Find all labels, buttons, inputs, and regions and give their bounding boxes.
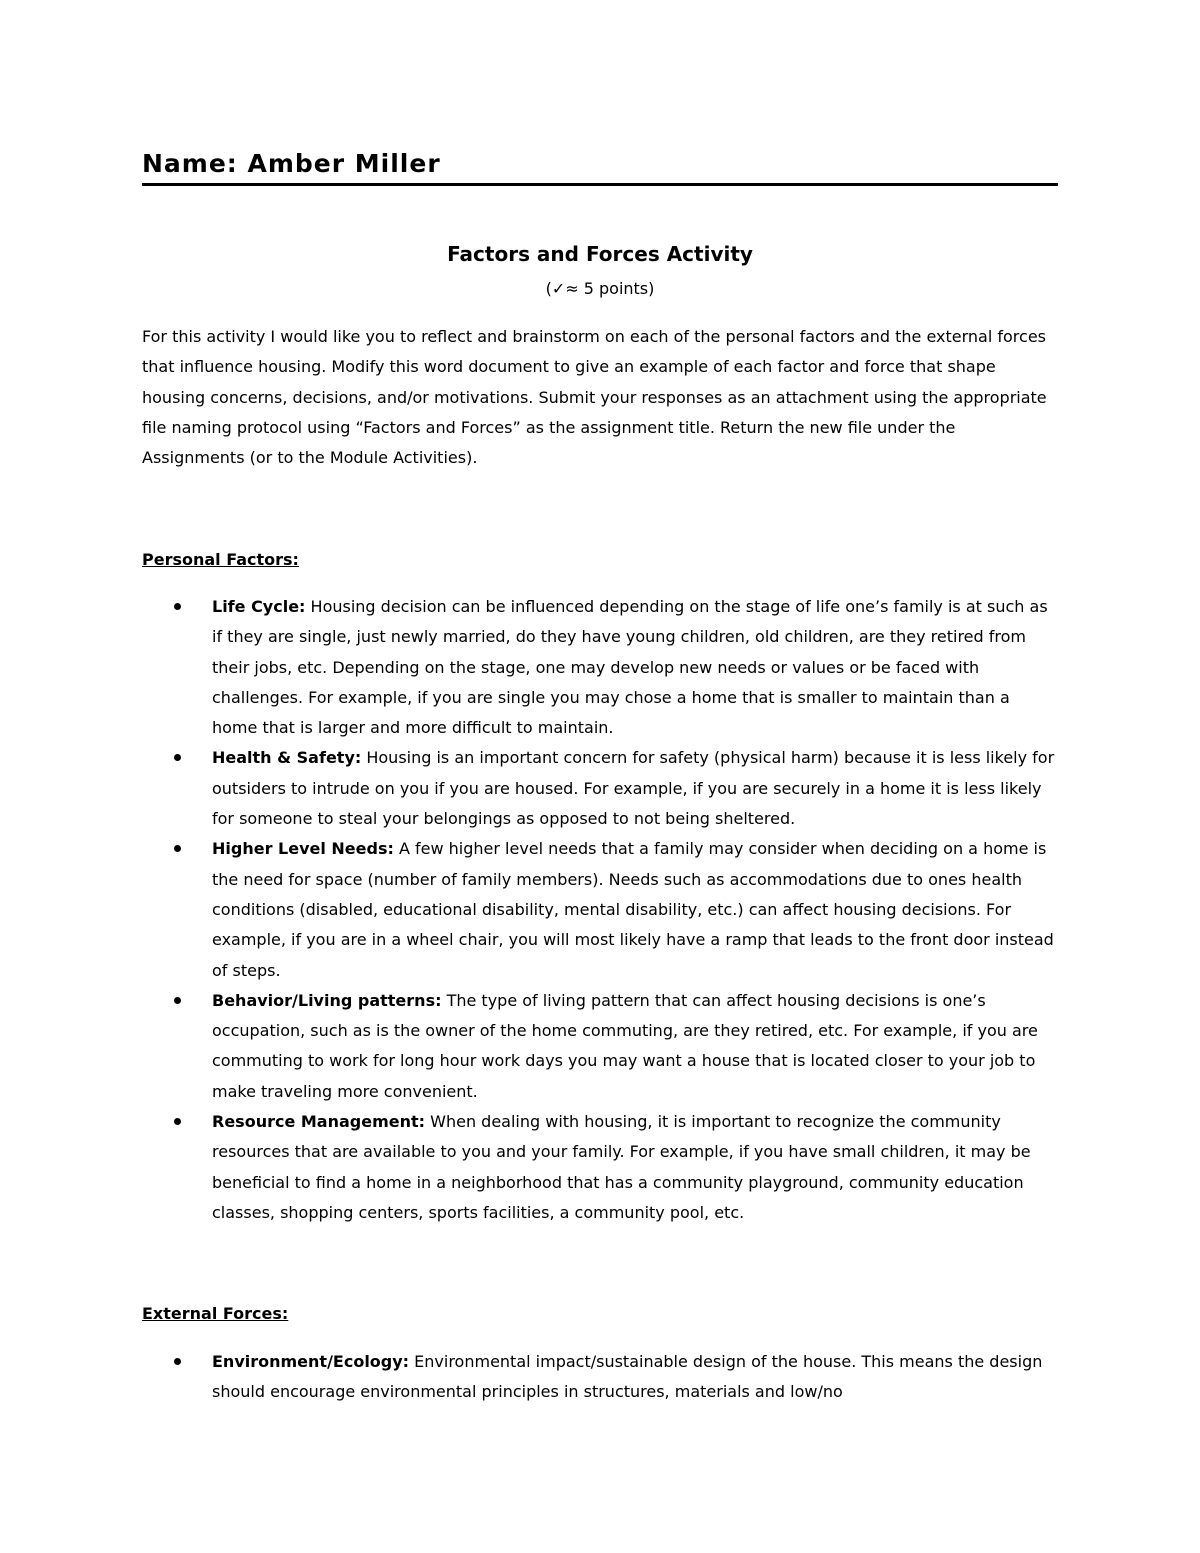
personal-factors-list bbox=[142, 592, 1058, 1228]
bullet-icon bbox=[174, 1358, 181, 1365]
factor-text: A few higher level needs that a family may consider when deciding on a home is the need for space (number of family members). Needs such as accommodations due to ones health conditions (disabled, educational disability, mental disability, etc.) can affect housing decisions. For example, if you are in a wheel chair, you will most likely have a ramp that leads to the front door instead of steps. bbox=[212, 839, 1054, 980]
factor-term: Life Cycle: bbox=[212, 597, 306, 616]
external-forces-list bbox=[142, 1347, 1058, 1408]
bullet-icon bbox=[174, 997, 181, 1004]
factor-term: Behavior/Living patterns: bbox=[212, 990, 442, 1010]
bullet-icon bbox=[174, 845, 181, 852]
list-item bbox=[142, 834, 1058, 985]
personal-factors-heading: Personal Factors: bbox=[142, 550, 299, 569]
list-item bbox=[142, 743, 1058, 834]
points-value: (✓≈ 5 points) bbox=[545, 279, 655, 298]
list-item bbox=[142, 1107, 1058, 1228]
factor-text: Housing decision can be influenced depending on the stage of life one’s family is at such as if they are single, just newly married, do they have young children, old children, are they retired from their jobs, etc. Depending on the stage, one may develop new needs or values or be faced with challenges. For example, if you are single you may chose a home that is smaller to maintain than a home that is larger and more difficult to maintain. bbox=[212, 597, 1048, 738]
factor-text: The type of living pattern that can affect housing decisions is one’s occupation, such as is the owner of the home commuting, are they retired, etc. For example, if you are commuting to work for long hour work days you may want a house that is located closer to your job to make traveling more convenient. bbox=[212, 990, 1038, 1101]
factor-text: When dealing with housing, it is important to recognize the community resources that are available to you and your family. For example, if you have small children, it may be beneficial to find a home in a neighborhood that has a community playground, community education classes, shopping centers, sports facilities, a community pool, etc. bbox=[212, 1112, 1031, 1222]
intro-paragraph: For this activity I would like you to reflect and brainstorm on each of the personal factors and the external forces that influence housing. Modify this word document to give an example of each factor and force that shape housing concerns, decisions, and/or motivations. Submit your responses as an attachment using the appropriate file naming protocol using “Factors and Forces” as the assignment title. Return the new file under the Assignments (or to the Module Activities). bbox=[142, 327, 1047, 468]
factor-text: Housing is an important concern for safety (physical harm) because it is less likely for outsiders to intrude on you if you are housed. For example, if you are securely in a home it is less likely for someone to steal your belongings as opposed to not being sheltered. bbox=[212, 748, 1055, 829]
student-name: Name: Amber Miller bbox=[142, 149, 441, 178]
factor-term: Resource Management: bbox=[212, 1112, 426, 1132]
external-forces-heading: External Forces: bbox=[142, 1304, 289, 1323]
bullet-icon bbox=[174, 754, 181, 761]
list-item bbox=[142, 1347, 1058, 1408]
list-item bbox=[142, 592, 1058, 743]
bullet-icon bbox=[174, 1118, 181, 1125]
factor-term: Health & Safety: bbox=[212, 748, 362, 768]
force-term: Environment/Ecology: bbox=[212, 1352, 410, 1371]
factor-term: Higher Level Needs: bbox=[212, 839, 394, 859]
bullet-icon bbox=[174, 603, 181, 610]
list-item bbox=[142, 986, 1058, 1107]
name-underline-rule bbox=[142, 183, 1058, 186]
activity-title: Factors and Forces Activity bbox=[447, 242, 753, 266]
force-text: Environmental impact/sustainable design of the house. This means the design should encourage environmental principles in structures, materials and low/no bbox=[212, 1352, 1043, 1402]
